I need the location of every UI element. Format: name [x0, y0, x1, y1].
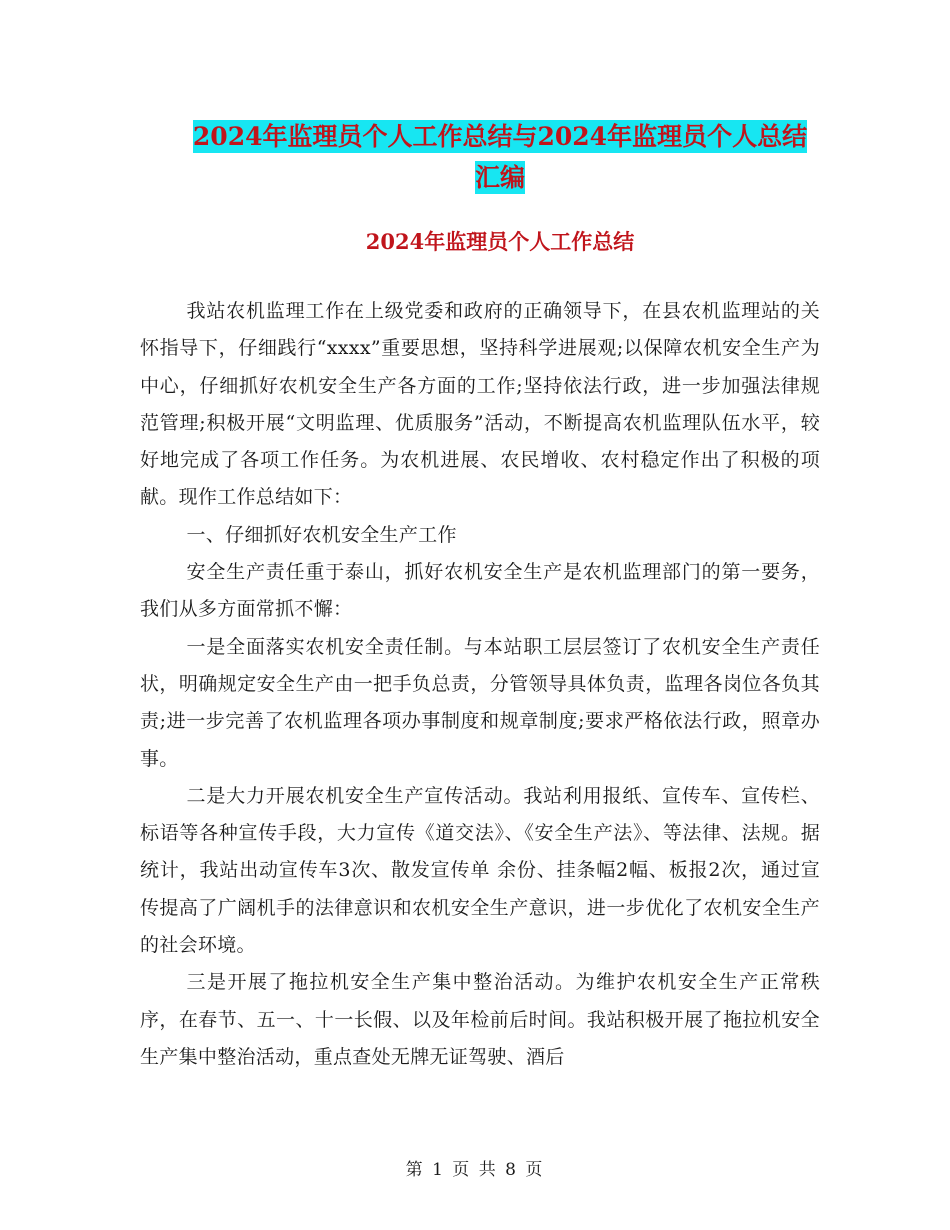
paragraph-point-2: 二是大力开展农机安全生产宣传活动。我站利用报纸、宣传车、宣传栏、标语等各种宣传手段，大力宣传《道交法》、《安全生产法》、等法律、法规。据统计，我站出动宣传车3次、散发宣传单 余份、挂条幅2幅、板报2次，通过宣传提高了广阔机手的法律意识和农机安全生产意识，进一步优化了农机安全生产的社会环境。: [140, 784, 820, 957]
paragraph-point-3: 三是开展了拖拉机安全生产集中整治活动。为维护农机安全生产正常秩序，在春节、五一、十一长假、以及年检前后时间。我站积极开展了拖拉机安全生产集中整治活动，重点查处无牌无证驾驶、酒后: [140, 971, 820, 1068]
paragraph-safety-priority: 安全生产责任重于泰山，抓好农机安全生产是农机监理部门的第一要务，我们从多方面常抓不懈：: [140, 561, 820, 621]
document-title-line-1: [140, 117, 860, 153]
title-highlight-2: 汇编: [474, 163, 525, 192]
section-title: 2024年监理员个人工作总结: [365, 229, 635, 254]
paragraph-point-1: 一是全面落实农机安全责任制。与本站职工层层签订了农机安全生产责任状，明确规定安全生产由一把手负总责，分管领导具体负责，监理各岗位各负其责;进一步完善了农机监理各项办事制度和规章制度;要求严格依法行政，照章办事。: [140, 635, 820, 770]
title-highlight-1: 2024年监理员个人工作总结与2024年监理员个人总结: [192, 122, 808, 151]
paragraph-intro: 我站农机监理工作在上级党委和政府的正确领导下，在县农机监理站的关怀指导下，仔细践行“xxxx”重要思想，坚持科学进展观;以保障农机安全生产为中心，仔细抓好农机安全生产各方面的工作;坚持依法行政，进一步加强法律规范管理;积极开展“文明监理、优质服务”活动，不断提高农机监理队伍水平，较好地完成了各项工作任务。为农机进展、农民增收、农村稳定作出了积极的项献。现作工作总结如下：: [140, 300, 820, 509]
document-body: [140, 293, 820, 1076]
document-title-line-2: [140, 158, 860, 194]
paragraph-heading-1: 一、仔细抓好农机安全生产工作: [186, 523, 457, 546]
page-footer: 第 1 页 共 8 页: [405, 1160, 545, 1180]
